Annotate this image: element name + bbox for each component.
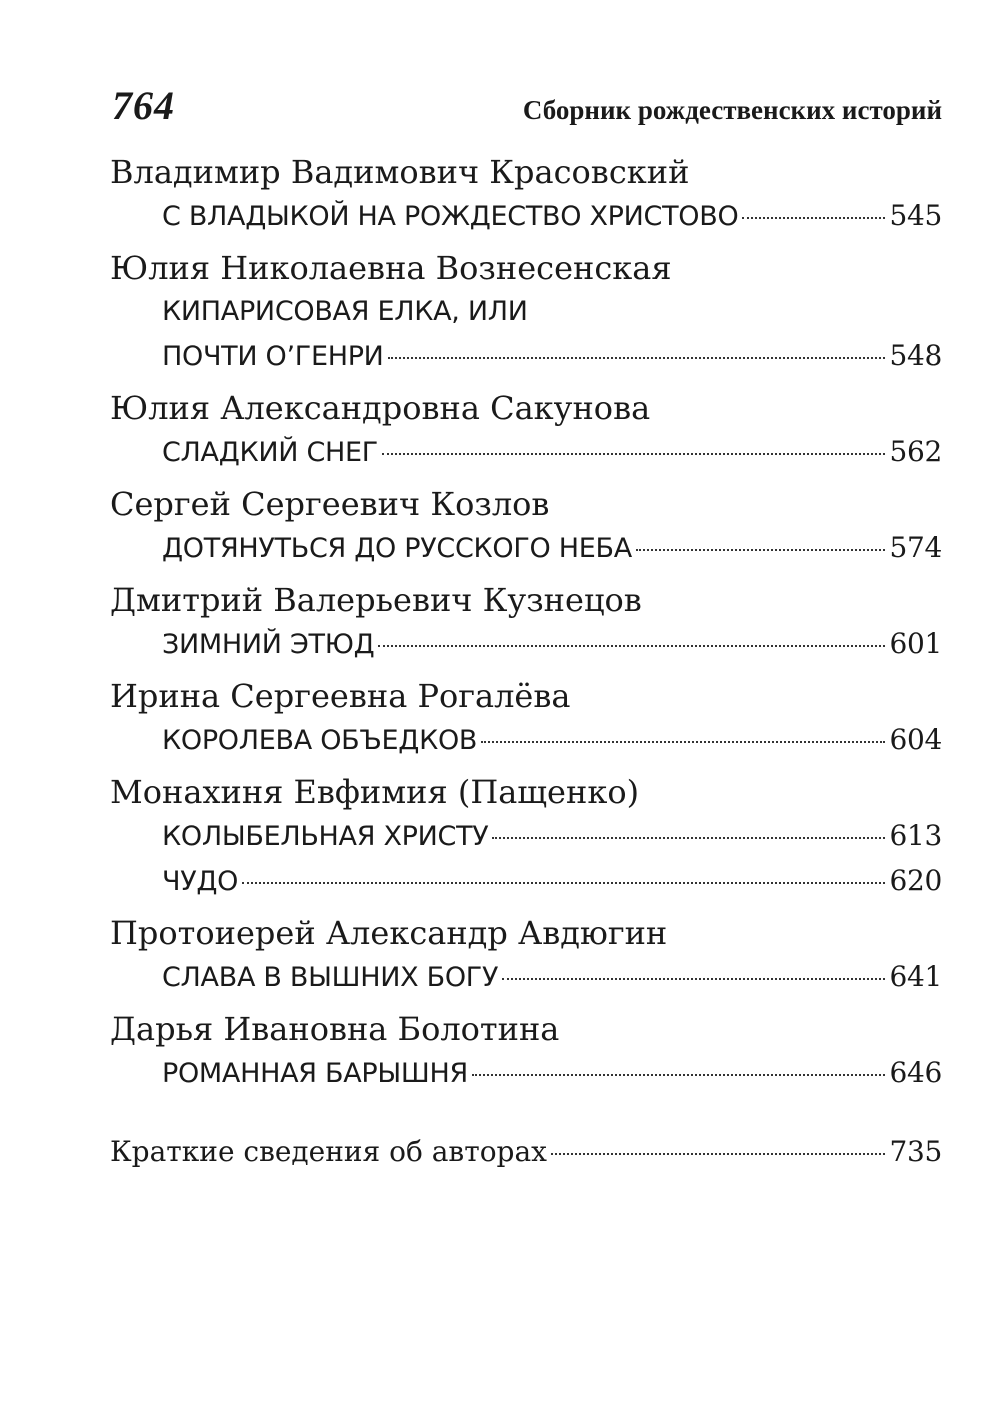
toc-entry[interactable] <box>162 334 942 379</box>
toc-entry[interactable] <box>162 1051 942 1096</box>
toc-entry-title: ДОТЯНУТЬСЯ ДО РУССКОГО НЕБА <box>162 533 632 564</box>
toc-entry-title: ЧУДО <box>162 866 239 897</box>
toc-author: Дмитрий Валерьевич Кузнецов <box>110 581 642 619</box>
toc-author: Дарья Ивановна Болотина <box>110 1010 560 1048</box>
toc-entry[interactable] <box>162 955 942 1000</box>
toc-entry-page: 562 <box>889 435 942 468</box>
appendix-page: 735 <box>889 1135 942 1168</box>
toc-entry-page: 613 <box>889 819 942 852</box>
toc-entry-page: 548 <box>889 339 942 372</box>
toc-entry[interactable] <box>162 430 942 475</box>
toc-entry-title: КОЛЫБЕЛЬНАЯ ХРИСТУ <box>162 821 489 852</box>
dot-leader <box>502 978 885 980</box>
toc-author: Юлия Александровна Сакунова <box>110 389 651 427</box>
toc-author: Сергей Сергеевич Козлов <box>110 485 550 523</box>
running-title: Сборник рождественских историй <box>522 95 942 125</box>
toc-entry[interactable] <box>162 194 942 239</box>
toc-entry-page: 620 <box>889 864 942 897</box>
toc-entry-title-line: КИПАРИСОВАЯ ЕЛКА, ИЛИ <box>162 296 528 327</box>
toc-author: Юлия Николаевна Вознесенская <box>110 249 672 287</box>
toc-entry[interactable] <box>162 814 942 859</box>
dot-leader <box>742 217 885 219</box>
toc-author: Владимир Вадимович Красовский <box>110 153 690 191</box>
toc-entry-page: 574 <box>889 531 942 564</box>
toc-entry-page: 646 <box>889 1056 942 1089</box>
toc-entry-title: СЛАДКИЙ СНЕГ <box>162 437 378 468</box>
dot-leader <box>242 882 885 884</box>
toc-entry-title: СЛАВА В ВЫШНИХ БОГУ <box>162 962 499 993</box>
toc-entry-title: КОРОЛЕВА ОБЪЕДКОВ <box>162 725 478 756</box>
toc-entry[interactable] <box>162 718 942 763</box>
page-number: 764 <box>112 83 175 128</box>
dot-leader <box>551 1153 886 1155</box>
toc-entry[interactable] <box>162 859 942 904</box>
toc-entry-title: РОМАННАЯ БАРЫШНЯ <box>162 1058 468 1089</box>
dot-leader <box>378 645 885 647</box>
toc-entry-page: 601 <box>889 627 942 660</box>
table-of-contents <box>110 150 942 1174</box>
toc-entry-title: С ВЛАДЫКОЙ НА РОЖДЕСТВО ХРИСТОВО <box>162 201 739 232</box>
dot-leader <box>481 741 885 743</box>
toc-entry-page: 604 <box>889 723 942 756</box>
toc-author: Протоиерей Александр Авдюгин <box>110 914 668 952</box>
dot-leader <box>382 453 886 455</box>
page-header <box>112 82 942 129</box>
toc-entry-page: 641 <box>889 960 942 993</box>
toc-entry-title: ПОЧТИ О’ГЕНРИ <box>162 341 384 372</box>
toc-entry[interactable] <box>162 526 942 571</box>
toc-entry-title: ЗИМНИЙ ЭТЮД <box>162 629 375 660</box>
dot-leader <box>472 1074 886 1076</box>
toc-author: Монахиня Евфимия (Пащенко) <box>110 773 640 811</box>
toc-entry[interactable] <box>162 622 942 667</box>
dot-leader <box>492 837 885 839</box>
dot-leader <box>636 549 886 551</box>
appendix-title: Краткие сведения об авторах <box>110 1135 547 1168</box>
toc-author: Ирина Сергеевна Рогалёва <box>110 677 571 715</box>
toc-entry-page: 545 <box>889 199 942 232</box>
dot-leader <box>388 357 886 359</box>
toc-appendix-entry[interactable] <box>110 1130 942 1174</box>
